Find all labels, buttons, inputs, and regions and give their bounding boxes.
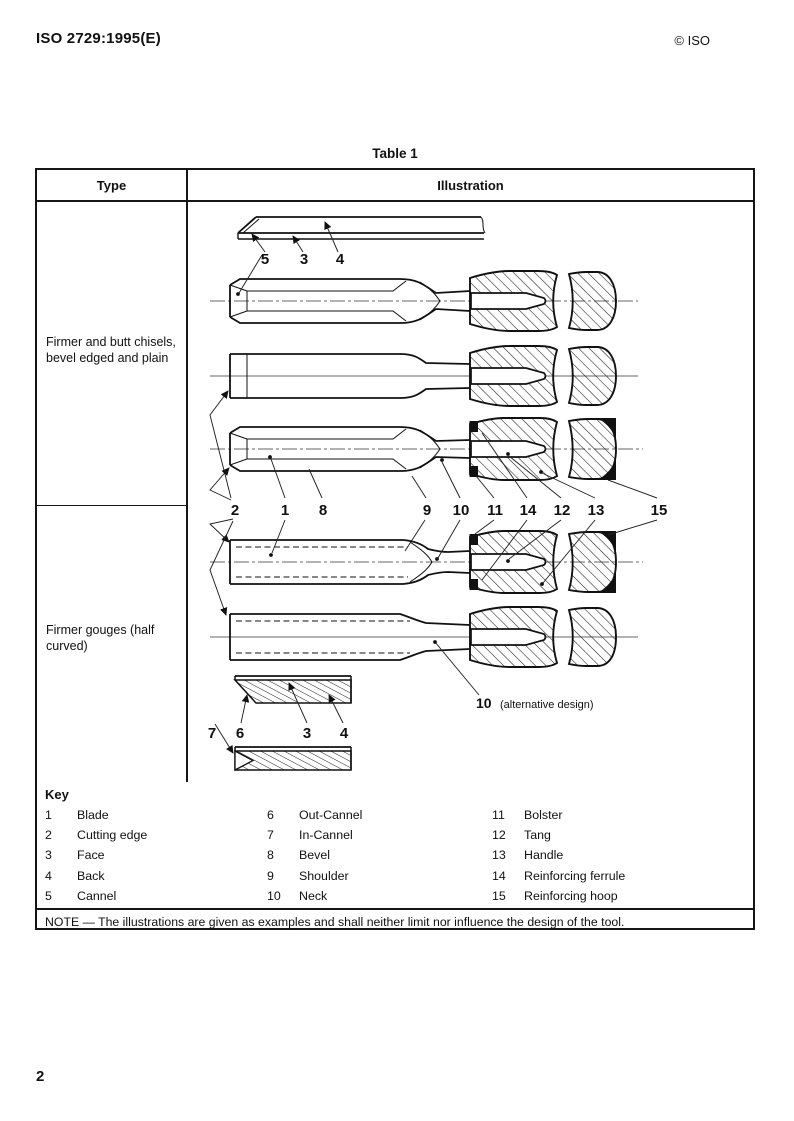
key-item-number: 3 [45, 848, 52, 863]
key-item [45, 805, 267, 825]
type-column [37, 202, 188, 782]
alt-design-text: (alternative design) [500, 699, 594, 711]
key-item [492, 805, 753, 825]
key-item-number: 7 [267, 828, 274, 843]
key-item [45, 825, 267, 845]
key-item-number: 5 [45, 888, 52, 903]
table-1 [35, 168, 755, 930]
callout-label: 12 [553, 502, 571, 519]
callout-label: 13 [587, 502, 605, 519]
key-item-label: Tang [524, 828, 551, 843]
key-item-label: In-Cannel [299, 828, 353, 843]
copyright-notice: © ISO [674, 33, 710, 48]
key-column-3 [492, 805, 753, 906]
callout-label: 3 [299, 251, 309, 268]
key-item-label: Shoulder [299, 868, 349, 883]
key-grid [45, 805, 753, 906]
key-column-2 [267, 805, 492, 906]
key-item-label: Face [77, 848, 105, 863]
key-item-number: 12 [492, 828, 506, 843]
key-item-label: Cannel [77, 888, 117, 903]
key-item-number: 10 [267, 888, 281, 903]
key-item-number: 4 [45, 868, 52, 883]
alt-design-number: 10 [476, 695, 492, 711]
key-item-label: Blade [77, 808, 109, 822]
column-header-type: Type [37, 170, 188, 200]
callout-label: 4 [339, 725, 349, 742]
key-item-number: 6 [267, 808, 274, 822]
document-id: ISO 2729:1995(E) [36, 30, 161, 47]
callout-label: 11 [487, 502, 503, 519]
table-header-row [37, 170, 753, 202]
key-title: Key [45, 787, 69, 802]
key-item-number: 11 [492, 808, 505, 822]
key-column-1 [45, 805, 267, 906]
key-item [267, 825, 492, 845]
illustration-column [188, 202, 753, 782]
key-item [492, 845, 753, 865]
key-item-label: Neck [299, 888, 328, 903]
callout-label: 15 [650, 502, 668, 519]
key-item [267, 866, 492, 886]
callout-label: 1 [280, 502, 290, 519]
key-item-number: 1 [45, 808, 52, 822]
key-item-label: Bolster [524, 808, 563, 822]
callout-label: 2 [230, 502, 240, 519]
table-body [37, 202, 753, 782]
key-item-label: Handle [524, 848, 564, 863]
table-title: Table 1 [372, 146, 418, 161]
key-item-number: 2 [45, 828, 52, 843]
key-item-number: 13 [492, 848, 506, 863]
callout-label: 3 [302, 725, 312, 742]
key-section [37, 782, 753, 910]
key-item-label: Cutting edge [77, 828, 148, 843]
key-item [492, 886, 753, 906]
key-item-label: Reinforcing ferrule [524, 868, 626, 883]
callout-label: 5 [260, 251, 270, 268]
key-item [492, 825, 753, 845]
type-cell-gouges [37, 506, 186, 782]
type-text-chisels: Firmer and butt chisels, bevel edged and plain [46, 335, 176, 365]
key-item [492, 866, 753, 886]
key-item [267, 886, 492, 906]
key-item [45, 845, 267, 865]
type-text-gouges: Firmer gouges (half curved) [46, 623, 155, 653]
key-item-label: Reinforcing hoop [524, 888, 618, 903]
technical-drawing [188, 202, 751, 782]
callout-label: 4 [335, 251, 345, 268]
key-item [267, 845, 492, 865]
type-cell-chisels [37, 202, 186, 506]
page-number: 2 [36, 1068, 45, 1085]
key-item-number: 15 [492, 888, 506, 903]
key-item-number: 14 [492, 868, 506, 883]
gouge-section-out-cannel [235, 676, 351, 703]
key-item-label: Back [77, 868, 105, 883]
key-item-label: Bevel [299, 848, 330, 863]
callout-label: 6 [235, 725, 245, 742]
table-note: NOTE — The illustrations are given as examples and shall neither limit nor influence the design of the tool. [45, 914, 625, 929]
key-item [267, 805, 492, 825]
key-item [45, 866, 267, 886]
key-item-number: 8 [267, 848, 274, 863]
key-item-label: Out-Cannel [299, 808, 363, 822]
callout-label: 8 [318, 502, 328, 519]
key-item [45, 886, 267, 906]
callout-label: 7 [207, 725, 217, 742]
key-item-number: 9 [267, 868, 274, 883]
callout-label: 10 [452, 502, 470, 519]
callout-label: 9 [422, 502, 432, 519]
flat-blade-view [238, 217, 485, 239]
callout-label: 14 [519, 502, 537, 519]
gouge-section-in-cannel [235, 747, 351, 770]
column-header-illustration: Illustration [437, 177, 504, 193]
